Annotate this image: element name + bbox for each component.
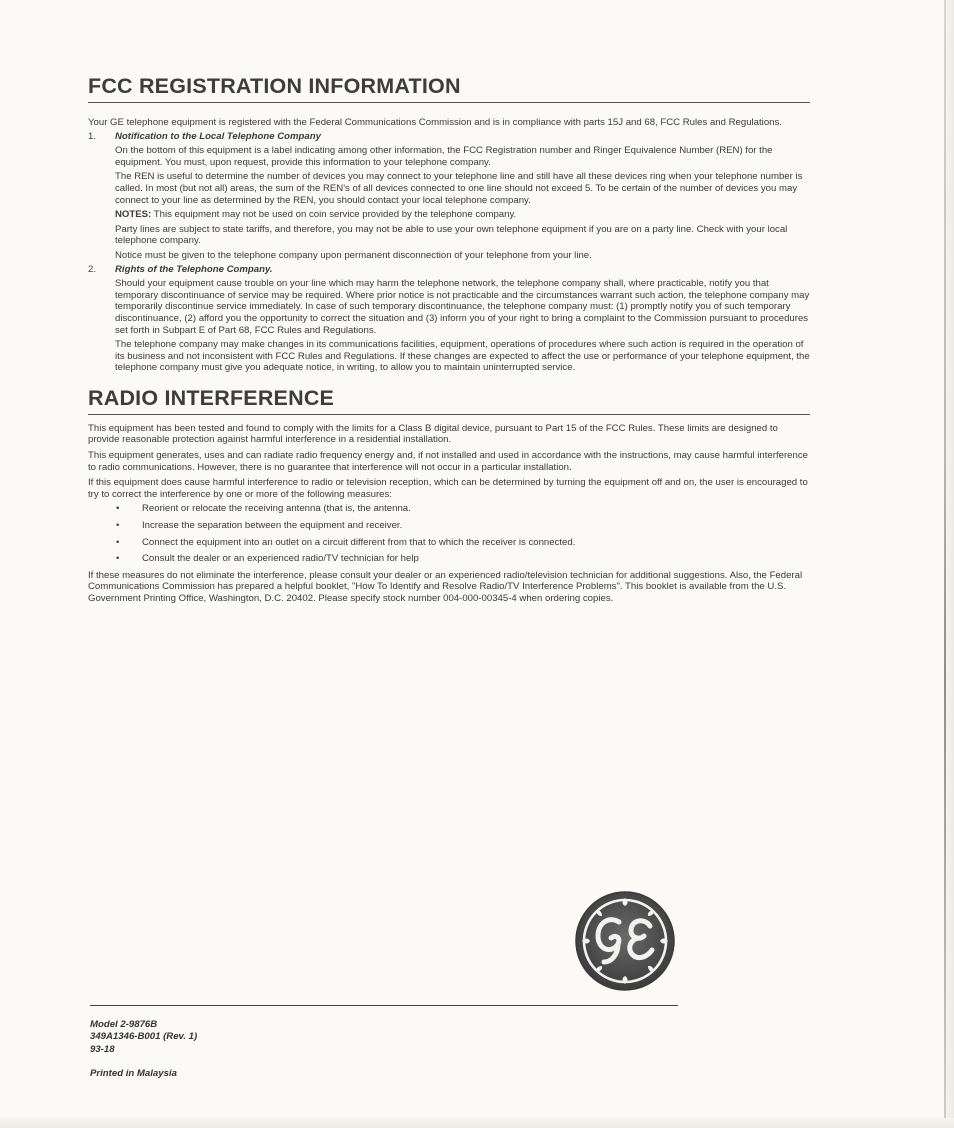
fcc-item-2-p2: The telephone company may make changes in its communications facilities, equipment, operations of procedures where such action is required in the operation of its business and not inconsistent with FCC Rules and Regulations. If these changes are expected to affect the use or performance of your telephone equipment, the telephone company must give you adequate notice, in writing, to allow you to maintain uninterrupted service. — [115, 339, 810, 374]
page-edge-shadow — [946, 0, 954, 1128]
fcc-item-1-number: 1. — [88, 130, 97, 142]
ge-logo-icon — [574, 890, 676, 992]
radio-heading: RADIO INTERFERENCE — [88, 386, 810, 415]
radio-p3: If this equipment does cause harmful interference to radio or television reception, which can be determined by turning the equipment off and on, the user is encouraged to try to correct the interference by one or more of the following measures: — [88, 477, 808, 500]
ge-logo-text: GE — [623, 949, 627, 951]
fcc-item-1-p1: On the bottom of this equipment is a label indicating among other information, the FCC Registration number and Ringer Equivalence Number (REN) for the equipment. You must, upon request, provide this information to your telephone company. — [115, 145, 773, 168]
ge-monogram-logo — [574, 890, 676, 992]
fcc-item-2-p1: Should your equipment cause trouble on your line which may harm the telephone network, the telephone company shall, where practicable, notify you that temporary discontinuance of service may be required. Where prior notice is not practicable and the circumstances warrant such action, the telephone company may temporarily discontinue service immediately. In case of such temporary discontinuance, the telephone company must: (1) promptly notify you of such temporary discontinuance, (2) afford you the opportunity to correct the situation and (3) inform you of your right to bring a complaint to the Commission pursuant to procedures set forth in Subpart E of Part 68, FCC Rules and Regulations. — [115, 278, 810, 336]
radio-p4: If these measures do not eliminate the interference, please consult your dealer or an experienced radio/television technician for additional suggestions. Also, the Federal Communications Commission has prepared a helpful booklet, "How To Identify and Resolve Radio/TV Interference Problems". This booklet is available from the U.S. Government Printing Office, Washington, D.C. 20402. Please specify stock number 004-000-00345-4 when ordering copies. — [88, 569, 803, 604]
footer-divider — [90, 1005, 678, 1006]
measure-text: Consult the dealer or an experienced radio/TV technician for help — [142, 553, 419, 565]
document-body — [88, 74, 810, 605]
measures-list — [88, 503, 810, 564]
list-item — [88, 553, 706, 565]
page-edge — [944, 0, 946, 1128]
footer — [90, 1019, 197, 1081]
bullet-icon: • — [116, 520, 120, 532]
fcc-item-2-number: 2. — [88, 263, 97, 275]
measure-text: Increase the separation between the equipment and receiver. — [142, 520, 403, 532]
radio-p2: This equipment generates, uses and can radiate radio frequency energy and, if not installed and used in accordance with the instructions, may cause harmful interference to radio communications. However, there is no guarantee that interference will not occur in a particular installation. — [88, 450, 808, 473]
measure-text: Reorient or relocate the receiving antenna (that is, the antenna. — [142, 503, 411, 515]
printed-in: Printed in Malaysia — [90, 1068, 177, 1080]
fcc-item-1-heading — [88, 131, 810, 143]
model-number: Model 2-9876B — [90, 1019, 158, 1030]
print-code: 93-18 — [90, 1043, 115, 1055]
fcc-item-2-title: Rights of the Telephone Company. — [115, 263, 273, 275]
page-bottom-edge — [0, 1118, 954, 1128]
fcc-intro: Your GE telephone equipment is registered with the Federal Communications Commission and is in compliance with parts 15J and 68, FCC Rules and Regulations. — [88, 117, 782, 128]
fcc-item-1-p4: Notice must be given to the telephone company upon permanent disconnection of your telephone from your line. — [115, 249, 592, 261]
list-item — [88, 503, 706, 515]
bullet-icon: • — [116, 503, 120, 515]
notes-label: NOTES: — [115, 209, 152, 221]
radio-p1: This equipment has been tested and found to comply with the limits for a Class B digital device, pursuant to Part 15 of the FCC Rules. These limits are designed to provide reasonable protection against harmful interference in a residential installation. — [88, 422, 778, 446]
list-item — [88, 537, 706, 549]
notes-text: This equipment may not be used on coin service provided by the telephone company. — [153, 209, 517, 221]
fcc-item-1-title: Notification to the Local Telephone Company — [115, 130, 321, 142]
fcc-item-1-notes — [115, 209, 810, 221]
list-item — [88, 520, 706, 532]
measure-text: Connect the equipment into an outlet on a circuit different from that to which the receiver is connected. — [142, 536, 576, 548]
part-number: 349A1346-B001 (Rev. 1) — [90, 1031, 198, 1043]
fcc-item-1-p2: The REN is useful to determine the number of devices you may connect to your telephone line and still have all these devices ring when your telephone number is called. In most (but not all) areas, the sum of the REN's of all devices connected to one line should not exceed 5. To be certain of the number of devices you may connect to your line as determined by the REN, you should contact your local telephone company. — [115, 171, 803, 206]
fcc-heading: FCC REGISTRATION INFORMATION — [88, 74, 810, 103]
fcc-item-1-p3: Party lines are subject to state tariffs, and therefore, you may not be able to use your own telephone equipment if you are on a party line. Check with your local telephone company. — [115, 223, 788, 247]
fcc-item-2-heading — [88, 264, 810, 276]
bullet-icon: • — [116, 553, 120, 565]
bullet-icon: • — [116, 536, 120, 548]
